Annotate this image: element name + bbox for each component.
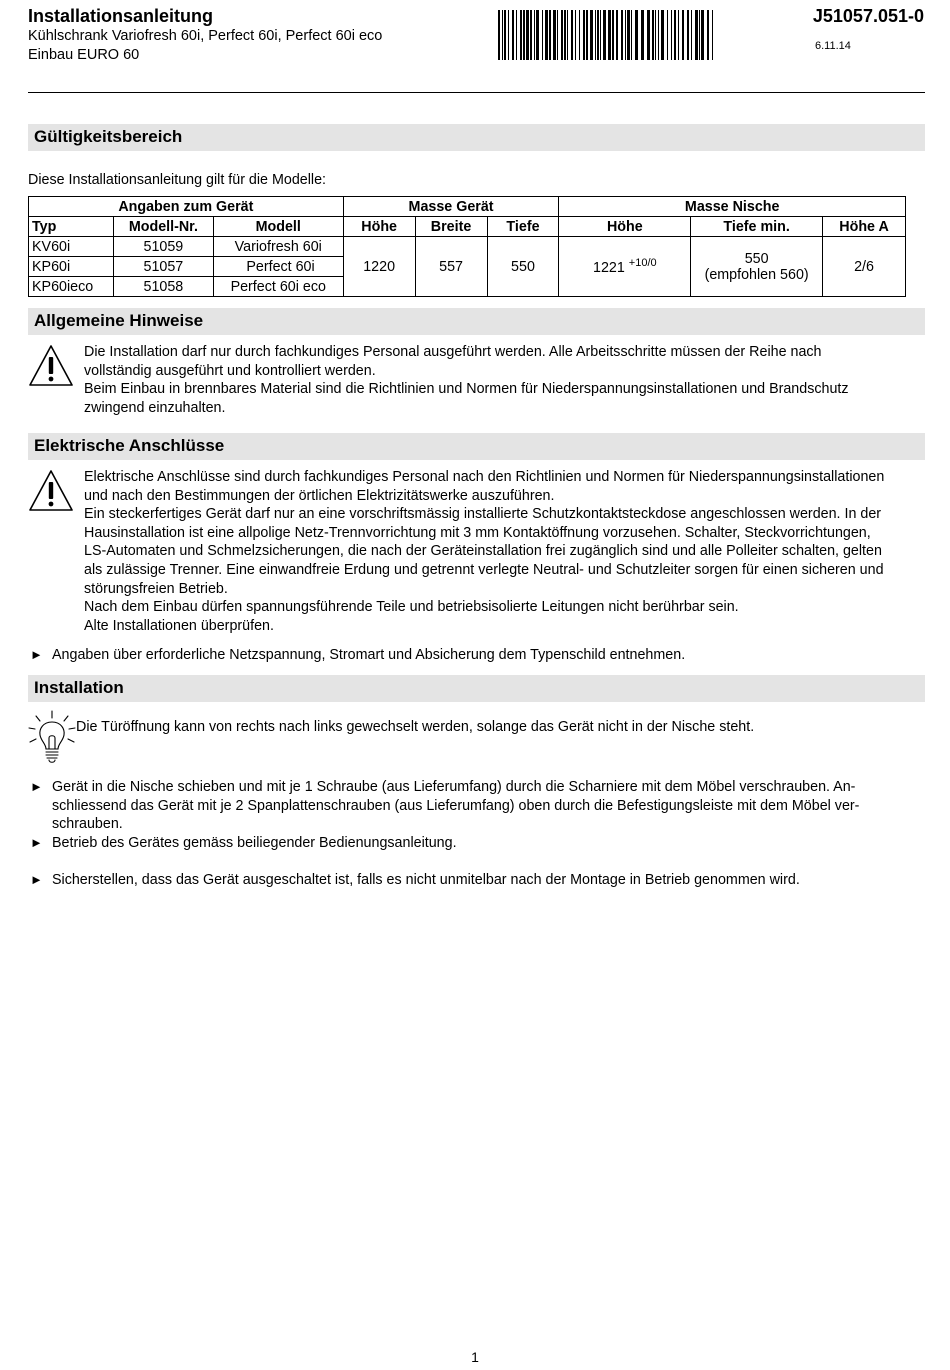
text-line: schliessend das Gerät mit je 2 Spanplattenschrauben (aus Lieferumfang) oben durch die Befestigungsleiste mit dem Möbel ver- [52,797,860,814]
section-header-installation [28,675,925,702]
text-line: vollständig ausgeführt und kontrolliert werden. [84,362,376,379]
column-header: Höhe A [823,217,906,237]
cell-modell: Perfect 60i eco [213,277,343,297]
document-subtitle: Kühlschrank Variofresh 60i, Perfect 60i, Perfect 60i eco [28,28,383,44]
cell-hoehe-a: 2/6 [823,237,906,297]
cell-modell: Perfect 60i [213,257,343,277]
installation-bullet-1 [52,778,859,834]
cell-modell: Variofresh 60i [213,237,343,257]
cell-nr: 51058 [113,277,213,297]
text-line: Gerät in die Nische schieben und mit je 1 Schraube (aus Lieferumfang) durch die Scharniere mit dem Möbel verschrauben. An- [52,779,856,795]
cell-nr: 51059 [113,237,213,257]
cell-nische-hoehe [559,237,691,297]
text-line: schrauben. [52,816,123,833]
column-header: Modell-Nr. [113,217,213,237]
section-heading: Gültigkeitsbereich [34,127,183,146]
column-header: Tiefe [487,217,559,237]
section-header-general [28,308,925,335]
warning-icon [28,468,74,514]
section-heading: Allgemeine Hinweise [34,311,204,330]
barcode-icon [498,10,716,60]
installation-bullet-2: Betrieb des Gerätes gemäss beiliegender Bedienungsanleitung. [52,835,457,851]
nische-hoehe-tolerance: +10/0 [628,257,657,270]
page-number: 1 [471,1349,479,1365]
column-header: Höhe [559,217,691,237]
text-line: als zulässige Trenner. Eine einwandfreie Erdung und getrennt verlegte Neutral- und Schutzleiter sorgen für einen sicheren und [84,561,884,578]
section-header-scope [28,124,925,151]
bullet-arrow-icon: ► [30,835,43,850]
cell-typ: KP60i [29,257,114,277]
cell-geraet-tiefe: 550 [487,237,559,297]
cell-geraet-hoehe: 1220 [343,237,415,297]
text-line: Alte Installationen überprüfen. [84,617,274,634]
scope-intro: Diese Installationsanleitung gilt für die Modelle: [28,172,327,188]
column-header: Höhe [343,217,415,237]
text-line: Nach dem Einbau dürfen spannungsführende Teile und betriebsisolierte Leitungen nicht berührbar sein. [84,599,739,616]
installation-tip: Die Türöffnung kann von rechts nach links gewechselt werden, solange das Gerät nicht in der Nische steht. [76,719,755,735]
installation-bullet-3: Sicherstellen, dass das Gerät ausgeschaltet ist, falls es nicht unmitelbar nach der Montage in Betrieb genommen wird. [52,872,800,888]
column-header: Tiefe min. [691,217,823,237]
section-heading: Installation [34,678,124,697]
column-header: Breite [415,217,487,237]
group-header: Masse Nische [559,197,906,217]
nische-tiefe-note: (empfohlen 560) [704,266,809,283]
cell-typ: KP60ieco [29,277,114,297]
bullet-arrow-icon: ► [30,779,43,794]
section-heading: Elektrische Anschlüsse [34,436,225,455]
column-header: Modell [213,217,343,237]
cell-geraet-breite: 557 [415,237,487,297]
text-line: Beim Einbau in brennbares Material sind die Richtlinien und Normen für Niederspannungsinstallationen und Brandschutz [84,381,849,398]
text-line: Elektrische Anschlüsse sind durch fachkundiges Personal nach den Richtlinien und Normen für Niederspannungsinstallationen [84,469,885,485]
text-line: Ein steckerfertiges Gerät darf nur an eine vorschriftsmässig installierte Schutzkontaktsteckdose angeschlossen werden. In der [84,506,882,523]
header-divider [28,92,925,93]
document-date: 6.11.14 [815,40,851,52]
text-line: Die Installation darf nur durch fachkundiges Personal ausgeführt werden. Alle Arbeitsschritte müssen der Reihe nach [84,344,822,360]
cell-typ: KV60i [29,237,114,257]
text-line: zwingend einzuhalten. [84,399,226,416]
electric-text [84,468,884,635]
group-header: Angaben zum Gerät [29,197,344,217]
group-header: Masse Gerät [343,197,559,217]
document-code: J51057.051-0 [812,6,924,26]
general-text [84,343,849,417]
lightbulb-icon [27,710,77,766]
text-line: Hausinstallation ist eine allpolige Netz-Trennvorrichtung mit 3 mm Kontaktöffnung vorzusehen. Schalter, Steckvorrichtungen, [84,524,871,541]
bullet-arrow-icon: ► [30,872,43,887]
bullet-arrow-icon: ► [30,647,43,662]
document-title: Installationsanleitung [28,6,214,26]
document-subtitle-2: Einbau EURO 60 [28,47,140,63]
cell-nische-tiefe [691,237,823,297]
section-header-electric [28,433,925,460]
column-header: Typ [29,217,114,237]
warning-icon [28,343,74,389]
nische-hoehe-value: 1221 [593,259,625,276]
cell-nr: 51057 [113,257,213,277]
text-line: LS-Automaten und Schmelzsicherungen, die nach der Geräteinstallation frei zugänglich sind und alle Polleiter schalten, gelten [84,543,882,560]
text-line: und nach den Bestimmungen der örtlichen Elektrizitätswerke auszuführen. [84,487,555,504]
nische-tiefe-value: 550 [744,250,769,267]
electric-bullet: Angaben über erforderliche Netzspannung, Stromart und Absicherung dem Typenschild entnehmen. [52,647,686,663]
table-row [29,237,906,257]
text-line: störungsfreien Betrieb. [84,580,228,597]
models-table [28,196,906,297]
